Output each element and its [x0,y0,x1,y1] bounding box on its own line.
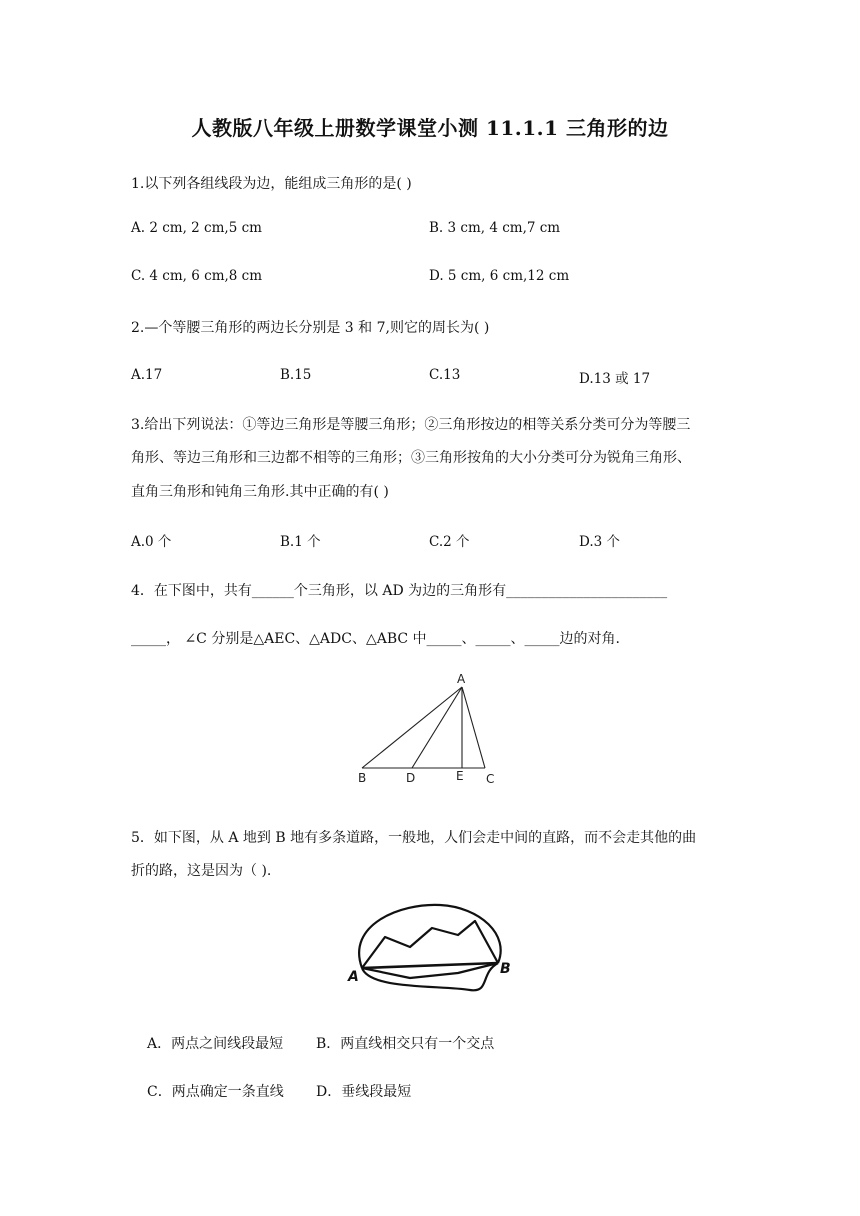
triangle-figure [340,665,520,790]
q2-option-c: C.13 [429,367,461,383]
point-label-e: E [456,769,464,783]
point-label-b: B [500,961,511,977]
q3-option-b: B.1 个 [280,534,321,550]
paths-figure [340,895,530,1005]
upper-arc-path [359,905,501,968]
page-title: 人教版八年级上册数学课堂小测 11.1.1 三角形的边 [191,116,669,140]
q5-option-a: A．两点之间线段最短 [147,1036,284,1052]
q2-option-d: D.13 或 17 [579,371,651,387]
point-label-b: B [358,771,367,785]
point-label-d: D [406,771,416,785]
segment-ac [462,687,485,768]
q1-stem: 1.以下列各组线段为边，能组成三角形的是( ) [131,176,412,192]
q3-option-c: C.2 个 [429,534,470,550]
q3-stem-line-1: 3.给出下列说法：①等边三角形是等腰三角形；②三角形按边的相等关系分类可分为等腰三 [131,417,691,433]
q5-stem-line-1: 5．如下图，从 A 地到 B 地有多条道路，一般地，人们会走中间的直路，而不会走其他的曲 [131,830,697,846]
q2-option-a: A.17 [131,367,163,383]
q3-stem-line-2: 角形、等边三角形和三边都不相等的三角形；③三角形按角的大小分类可分为锐角三角形、 [131,450,691,466]
point-label-a: A [348,969,359,985]
point-label-a: A [457,672,466,686]
q5-option-d: D．垂线段最短 [316,1084,412,1100]
q1-option-b: B. 3 cm, 4 cm,7 cm [429,220,561,236]
q1-option-a: A. 2 cm, 2 cm,5 cm [131,220,262,236]
q1-option-d: D. 5 cm, 6 cm,12 cm [429,268,570,284]
q3-option-d: D.3 个 [579,534,621,550]
q5-option-b: B．两直线相交只有一个交点 [316,1036,495,1052]
q2-option-b: B.15 [280,367,312,383]
q5-stem-line-2: 折的路，这是因为（ ). [131,863,272,879]
q4-stem-line-1: 4．在下图中，共有______个三角形，以 AD 为边的三角形有_______________________ [131,583,668,599]
q2-stem: 2.—个等腰三角形的两边长分别是 3 和 7,则它的周长为( ) [131,320,490,336]
q1-option-c: C. 4 cm, 6 cm,8 cm [131,268,263,284]
q5-option-c: C．两点确定一条直线 [147,1084,284,1100]
q3-stem-line-3: 直角三角形和钝角三角形.其中正确的有( ) [131,484,389,500]
point-label-c: C [486,772,495,786]
segment-ad [412,687,462,768]
q4-stem-line-2: _____， ∠C 分别是△AEC、△ADC、△ABC 中_____、_____、_____边的对角. [131,631,621,647]
upper-zigzag-path [362,921,498,968]
segment-ab [362,687,462,768]
q3-option-a: A.0 个 [131,534,172,550]
